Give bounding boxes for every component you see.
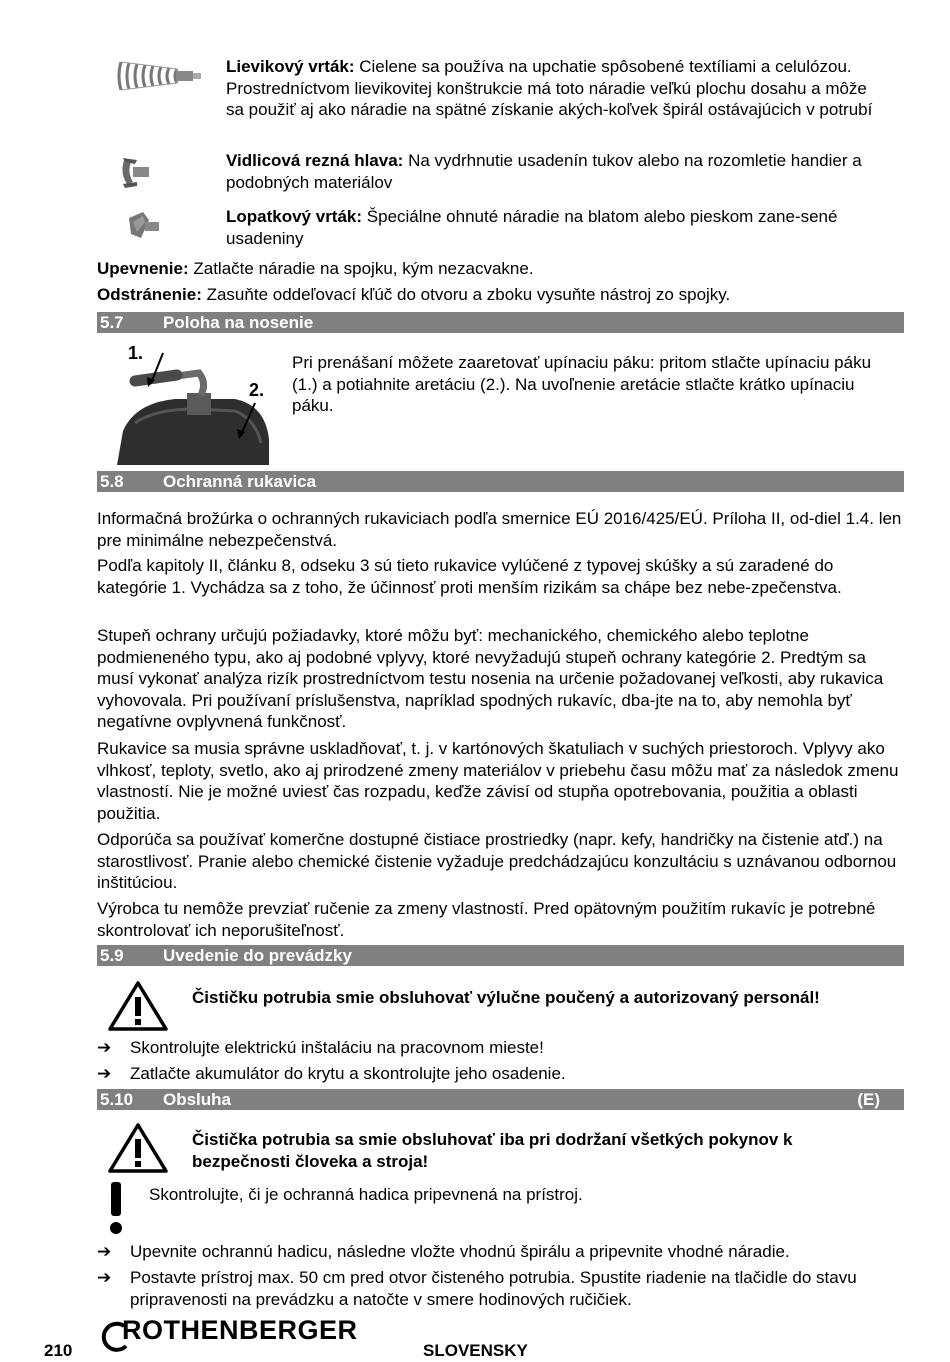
page-number: 210: [44, 1341, 73, 1360]
tool-description: Vidlicová rezná hlava: Na vydrhnutie usadenín tukov alebo na rozomletie handier a podobných materiálov: [226, 151, 862, 192]
fork-cutter-icon: [119, 154, 153, 196]
section-heading-5-9: 5.9 Uvedenie do prevádzky: [97, 945, 904, 966]
warning-triangle-icon: [107, 1122, 169, 1180]
glove-paragraph: Výrobca tu nemôže prevziať ručenie za zmeny vlastností. Pred opätovným použitím rukavíc je potrebné skontrolovať ich neporušiteľnosť.: [97, 899, 876, 940]
section-heading-5-8: 5.8 Ochranná rukavica: [97, 471, 904, 492]
section-heading-5-10: 5.10 Obsluha (E): [97, 1089, 904, 1110]
glove-paragraph: Informačná brožúrka o ochranných rukaviciach podľa smernice EÚ 2016/425/EÚ. Príloha II, od-diel 1.4. len pre minimálne nebezpečenstvá.: [97, 509, 902, 550]
warning-triangle-icon: [107, 980, 169, 1038]
operation-warning: Čistička potrubia sa smie obsluhovať iba pri dodržaní všetkých pokynov k bezpečnosti človeka a stroja!: [192, 1130, 793, 1171]
language-label: SLOVENSKY: [423, 1341, 528, 1360]
glove-paragraph: Stupeň ochrany určujú požiadavky, ktoré môžu byť: mechanického, chemického alebo teplotne podmieneného typu, ako aj podobné vplyvy, ktoré nevyžadujú stupeň ochrany kategórie 2. Predtým sa musí vykonať analýza rizík prostredníctvom testu nosenia na určenie požadovanej veľkosti, aby rukavica vyhovovala. Pri používaní príslušenstva, napríklad spodných rukavíc, dba-jte na to, aby nemohla byť negatívne ovplyvnená funkčnosť.: [97, 626, 884, 731]
arrow-right-icon: ➔: [97, 1242, 112, 1261]
arrow-right-icon: ➔: [97, 1038, 112, 1057]
arrow-right-icon: ➔: [97, 1064, 112, 1083]
commissioning-warning: Čističku potrubia smie obsluhovať výlučne poučený a autorizovaný personál!: [192, 988, 820, 1007]
hose-check-note: Skontrolujte, či je ochranná hadica pripevnená na prístroj.: [149, 1185, 583, 1204]
carry-position-figure: [115, 343, 275, 465]
mounting-text: Upevnenie: Zatlačte náradie na spojku, kým nezacvakne.: [97, 259, 534, 278]
glove-paragraph: Odporúča sa používať komerčne dostupné čistiace prostriedky (napr. kefy, handričky na čistenie atď.) na starostlivosť. Pranie alebo chemické čistenie vyžaduje predchádzajúcu konzultáciu s uznávanou odbornou inštitúciou.: [97, 830, 897, 892]
exclamation-icon: [108, 1182, 124, 1242]
removal-text: Odstránenie: Zasuňte oddeľovací kľúč do otvoru a zboku vysuňte nástroj zo spojky.: [97, 285, 731, 304]
tool-description: Lopatkový vrták: Špeciálne ohnuté náradie na blatom alebo pieskom zane-sené usadeniny: [226, 207, 838, 248]
glove-paragraph: Podľa kapitoly II, článku 8, odseku 3 sú tieto rukavice vylúčené z typovej skúšky a sú zaradené do kategórie 1. Vychádza sa z toho, že účinnosť proti menším rizikám sa chápe bez nebe-zpečenstva.: [97, 556, 842, 597]
paddle-drill-icon: [125, 208, 165, 250]
figure-label-2: 2.: [249, 380, 265, 400]
section-heading-5-7: 5.7 Poloha na nosenie: [97, 312, 904, 333]
funnel-drill-icon: [115, 58, 205, 100]
glove-paragraph: Rukavice sa musia správne uskladňovať, t. j. v kartónových škatuliach v suchých priestoroch. Vplyvy ako vlhkosť, teploty, svetlo, ako aj prirodzené zmeny materiálov v priebehu času môžu mať za následok zmenu vlastností. Nie je možné uviesť čas rozpadu, keďže závisí od stupňa opotrebovania, použitia a oblasti použitia.: [97, 739, 899, 823]
tool-description: Lievikový vrták: Cielene sa používa na upchatie spôsobené textíliami a celulózou. Prostredníctvom lievikovitej konštrukcie má toto náradie veľkú plochu dosahu a môže sa použiť aj ako náradie na spätné získanie akých-koľvek špirál ostávajúcich v potrubí: [226, 57, 873, 119]
figure-label-1: 1.: [128, 343, 144, 363]
arrow-right-icon: ➔: [97, 1268, 112, 1287]
carry-position-text: Pri prenášaní môžete zaaretovať upínaciu páku: pritom stlačte upínaciu páku (1.) a potiahnite aretáciu (2.). Na uvoľnenie aretácie stlačte krátko upínaciu páku.: [292, 353, 872, 415]
